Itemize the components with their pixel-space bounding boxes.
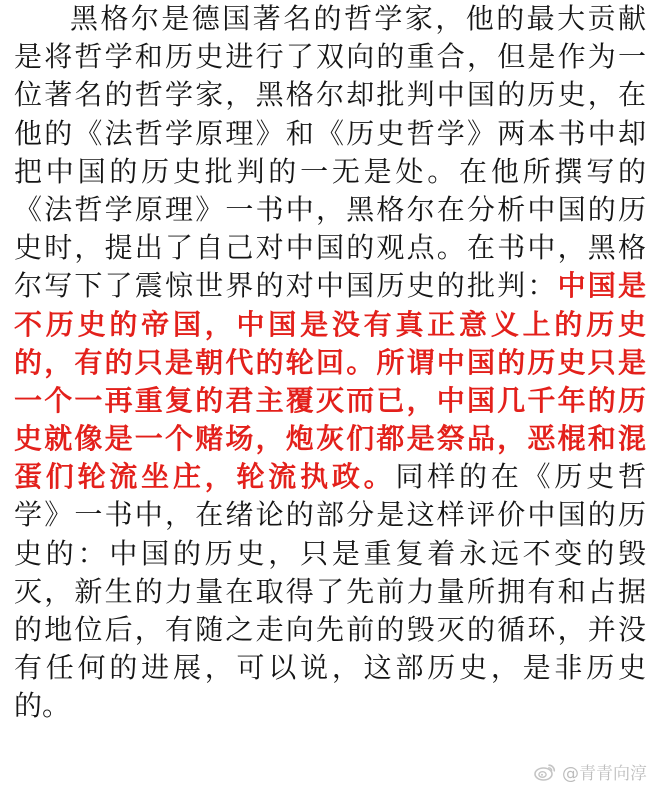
weibo-icon [534,763,556,781]
body-text: 他的《法哲学原理》和《历史哲学》两本书中却 [14,116,646,150]
highlighted-text: 蛋们轮流坐庄，轮流执政。 [14,460,396,494]
paragraph-line [14,573,646,611]
paragraph-line [14,344,646,382]
paragraph-line [14,229,646,267]
body-text: 是将哲学和历史进行了双向的重合，但是作为一 [14,40,646,74]
paragraph-line [14,267,646,305]
paragraph-line [14,191,646,229]
highlighted-text: 不历史的帝国，中国是没有真正意义上的历史 [14,307,646,341]
body-text: 同样的在《历史哲 [395,460,646,494]
body-text: 《法哲学原理》一书中，黑格尔在分析中国的历 [14,192,646,226]
paragraph-line [14,115,646,153]
watermark-text: @青青向淳 [562,764,647,784]
paragraph-line [14,76,646,114]
paragraph-line [14,153,646,191]
paragraph-line [14,496,646,534]
paragraph-line [14,535,646,573]
body-text: 史时，提出了自己对中国的观点。在书中，黑格 [14,231,646,265]
body-text: 黑格尔是德国著名的哲学家，他的最大贡献 [70,2,646,35]
paragraph-line [14,420,646,458]
body-text: 学》一书中，在绪论的部分是这样评价中国的历 [14,498,646,532]
paragraph-line [14,0,646,38]
highlighted-text: 中国是 [557,269,646,303]
paragraph-line [14,38,646,76]
watermark [534,759,647,784]
paragraph-line [14,687,646,725]
article-body [14,0,646,726]
body-text: 位著名的哲学家，黑格尔却批判中国的历史，在 [14,78,646,112]
paragraph-line [14,649,646,687]
body-text: 的地位后，有随之走向先前的毁灭的循环，并没 [14,613,646,646]
body-text: 尔写下了震惊世界的对中国历史的批判： [14,269,558,303]
highlighted-text: 史就像是一个赌场，炮灰们都是祭品，恶棍和混 [14,422,646,456]
highlighted-text: 的，有的只是朝代的轮回。所谓中国的历史只是 [14,345,646,379]
paragraph-line [14,382,646,420]
paragraph-line [14,306,646,344]
paragraph-line [14,458,646,496]
body-text: 的。 [14,689,71,723]
body-text: 灭，新生的力量在取得了先前力量所拥有和占据 [14,574,646,608]
highlighted-text: 一个一再重复的君主覆灭而已，中国几千年的历 [14,383,646,417]
body-text: 把中国的历史批判的一无是处。在他所撰写的 [14,154,646,188]
body-text: 史的：中国的历史，只是重复着永远不变的毁 [14,536,646,570]
paragraph-line [14,611,646,649]
body-text: 有任何的进展，可以说，这部历史，是非历史 [14,651,646,685]
